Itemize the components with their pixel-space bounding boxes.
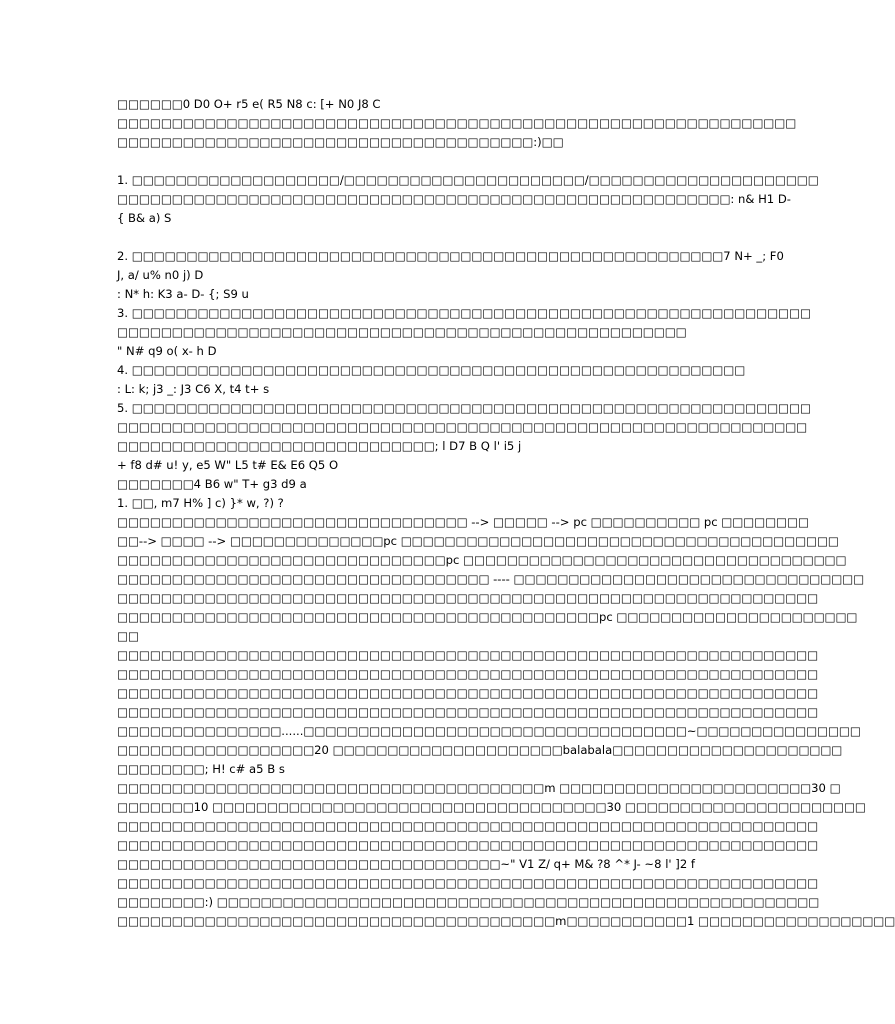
text-line: □□□□□□□□□□□□□□□□□□□□□□□□□□□□□□□□□□□□□□□□□□□□□□□□□□□□□□□□□□□□□□□□ [117, 667, 819, 681]
text-line: □□□□□□□□□□□□□□□□□□□□□□□□□□□□□□□□□□□□□□□□□□□□□□□□□□□□□□□□□□□□□□□□ [117, 838, 819, 852]
text-line: □□□□□□□□□□□□□□□□□□□□□□□□□□□□□; l D7 B Q l' i5 j [117, 439, 522, 453]
text-line: □□□□□□□□□□□□□□□□□□□□□□□□□□□□□□□□□□□□□□□m □□□□□□□□□□□□□□□□□□□□□□□30 □ [117, 781, 841, 795]
text-line: □□□□□□□10 □□□□□□□□□□□□□□□□□□□□□□□□□□□□□□□□□□□□30 □□□□□□□□□□□□□□□□□□□□□□ [117, 800, 866, 814]
text-line: □□□□□□□□□□□□□□□□□□□□□□□□□□□□□□□□□□□□□□□□□□□□□□□□□□□□□□□□□□□□□□□□ [117, 648, 819, 662]
text-line: □□□□□□□4 B6 w" T+ g3 d9 a [117, 477, 307, 491]
text-line: 2. □□□□□□□□□□□□□□□□□□□□□□□□□□□□□□□□□□□□□□□□□□□□□□□□□□□□□□7 N+ _; F0 [117, 249, 784, 263]
text-line: : L: k; j3 _: J3 C6 X, t4 t+ s [117, 382, 270, 396]
text-line: { B& a) S [117, 211, 172, 225]
text-line: □□□□□□□□:) □□□□□□□□□□□□□□□□□□□□□□□□□□□□□□□□□□□□□□□□□□□□□□□□□□□□□□□ [117, 895, 820, 909]
blank-line [117, 152, 653, 171]
text-line: □□□□□□□□□□□□□□□□□□□□□□□□□□□□□□□□□□□□□□□□□□□□□□□□□□□□□□□□□□□□□□□ [117, 420, 808, 434]
text-line: □□□□□□□□□□□□□□□□□□□□□□□□□□□□□□□□□□□□□□□□m□□□□□□□□□□□1 □□□□□□□□□□□□□□□□□□ [117, 914, 895, 928]
text-line: □□□□□□□□□□□□□□□□□□□□□□□□□□□□□□□□□□ ---- □□□□□□□□□□□□□□□□□□□□□□□□□□□□□□□□ [117, 572, 865, 586]
text-line: 5. □□□□□□□□□□□□□□□□□□□□□□□□□□□□□□□□□□□□□□□□□□□□□□□□□□□□□□□□□□□□□□ [117, 401, 811, 415]
blank-line [117, 228, 653, 247]
text-line: □□□□□□□□; H! c# a5 B s [117, 762, 285, 776]
text-line: 3. □□□□□□□□□□□□□□□□□□□□□□□□□□□□□□□□□□□□□□□□□□□□□□□□□□□□□□□□□□□□□□ [117, 306, 811, 320]
text-line: □□□□□□□□□□□□□□□□□□□□□□□□□□□□□□□□□□□□□□□□□□□□□□□□□□□□□□□□□□□□□□□□ [117, 819, 819, 833]
text-line: 4. □□□□□□□□□□□□□□□□□□□□□□□□□□□□□□□□□□□□□□□□□□□□□□□□□□□□□□□□ [117, 363, 746, 377]
text-line: □□□□□□□□□□□□□□□□□□20 □□□□□□□□□□□□□□□□□□□□□balabala□□□□□□□□□□□□□□□□□□□□□ [117, 743, 843, 757]
text-line: □□□□□□0 D0 O+ r5 e( R5 N8 c: [+ N0 J8 C [117, 97, 381, 111]
text-line: J, a/ u% n0 j) D [117, 268, 204, 282]
text-line: + f8 d# u! y, e5 W" L5 t# E& E6 Q5 O [117, 458, 339, 472]
text-line: □□□□□□□□□□□□□□□□□□□□□□□□□□□□□□□□□□□□□□□□□□□□□□□□□□□□□□□□□□□□□□□□ [117, 876, 819, 890]
text-line: □□□□□□□□□□□□□□□□□□□□□□□□□□□□□□□□□□□□□□□□□□□□□□□□□□□□ [117, 325, 687, 339]
document-body [117, 95, 895, 931]
text-line: : N* h: K3 a- D- {; S9 u [117, 287, 249, 301]
text-line: □□□□□□□□□□□□□□□□□□□□□□□□□□□□□□□□□□□□□□□□□□□□□□□□□□□□□□□□□□□□□□□□ [117, 591, 819, 605]
text-line: □□□□□□□□□□□□□□□□□□□□□□□□□□□□□□□□□□□□□□□□□□□□□□□□□□□□□□□□□□□□□□ [117, 116, 797, 130]
text-line: □□□□□□□□□□□□□□□□□□□□□□□□□□□□□□□□□□□~" V1 Z/ q+ M& ?8 ^* J- ~8 l' ]2 f [117, 857, 695, 871]
text-line: □□□□□□□□□□□□□□□□□□□□□□□□□□□□□□□□□□□□□□:)□□ [117, 135, 564, 149]
text-line: □□□□□□□□□□□□□□□□□□□□□□□□□□□□□□□□□□□□□□□□□□□□□□□□□□□□□□□□□□□□□□□□ [117, 686, 819, 700]
text-line: □□□□□□□□□□□□□□□......□□□□□□□□□□□□□□□□□□□□□□□□□□□□□□□□□□□~□□□□□□□□□□□□□□□ [117, 724, 861, 738]
text-line: □□□□□□□□□□□□□□□□□□□□□□□□□□□□□□□□□□□□□□□□□□□□□□□□□□□□□□□□: n& H1 D- [117, 192, 791, 206]
text-line: □□ [117, 629, 139, 643]
text-line: □□□□□□□□□□□□□□□□□□□□□□□□□□□□□□□□□□□□□□□□□□□□pc □□□□□□□□□□□□□□□□□□□□□□ [117, 610, 858, 624]
text-line: □□□□□□□□□□□□□□□□□□□□□□□□□□□□□□□□□□□□□□□□□□□□□□□□□□□□□□□□□□□□□□□□ [117, 705, 819, 719]
text-line: 1. □□, m7 H% ] c) }* w, ?) ? [117, 496, 284, 510]
text-line: □□□□□□□□□□□□□□□□□□□□□□□□□□□□□□pc □□□□□□□□□□□□□□□□□□□□□□□□□□□□□□□□□□□ [117, 553, 847, 567]
text-line: □□□□□□□□□□□□□□□□□□□□□□□□□□□□□□□□ --> □□□□□ --> pc □□□□□□□□□□ pc □□□□□□□□ [117, 515, 809, 529]
text-line: 1. □□□□□□□□□□□□□□□□□□□/□□□□□□□□□□□□□□□□□□□□□□/□□□□□□□□□□□□□□□□□□□□□ [117, 173, 819, 187]
text-line: □□--> □□□□ --> □□□□□□□□□□□□□□pc □□□□□□□□□□□□□□□□□□□□□□□□□□□□□□□□□□□□□□□□ [117, 534, 839, 548]
text-line: " N# q9 o( x- h D [117, 344, 217, 358]
